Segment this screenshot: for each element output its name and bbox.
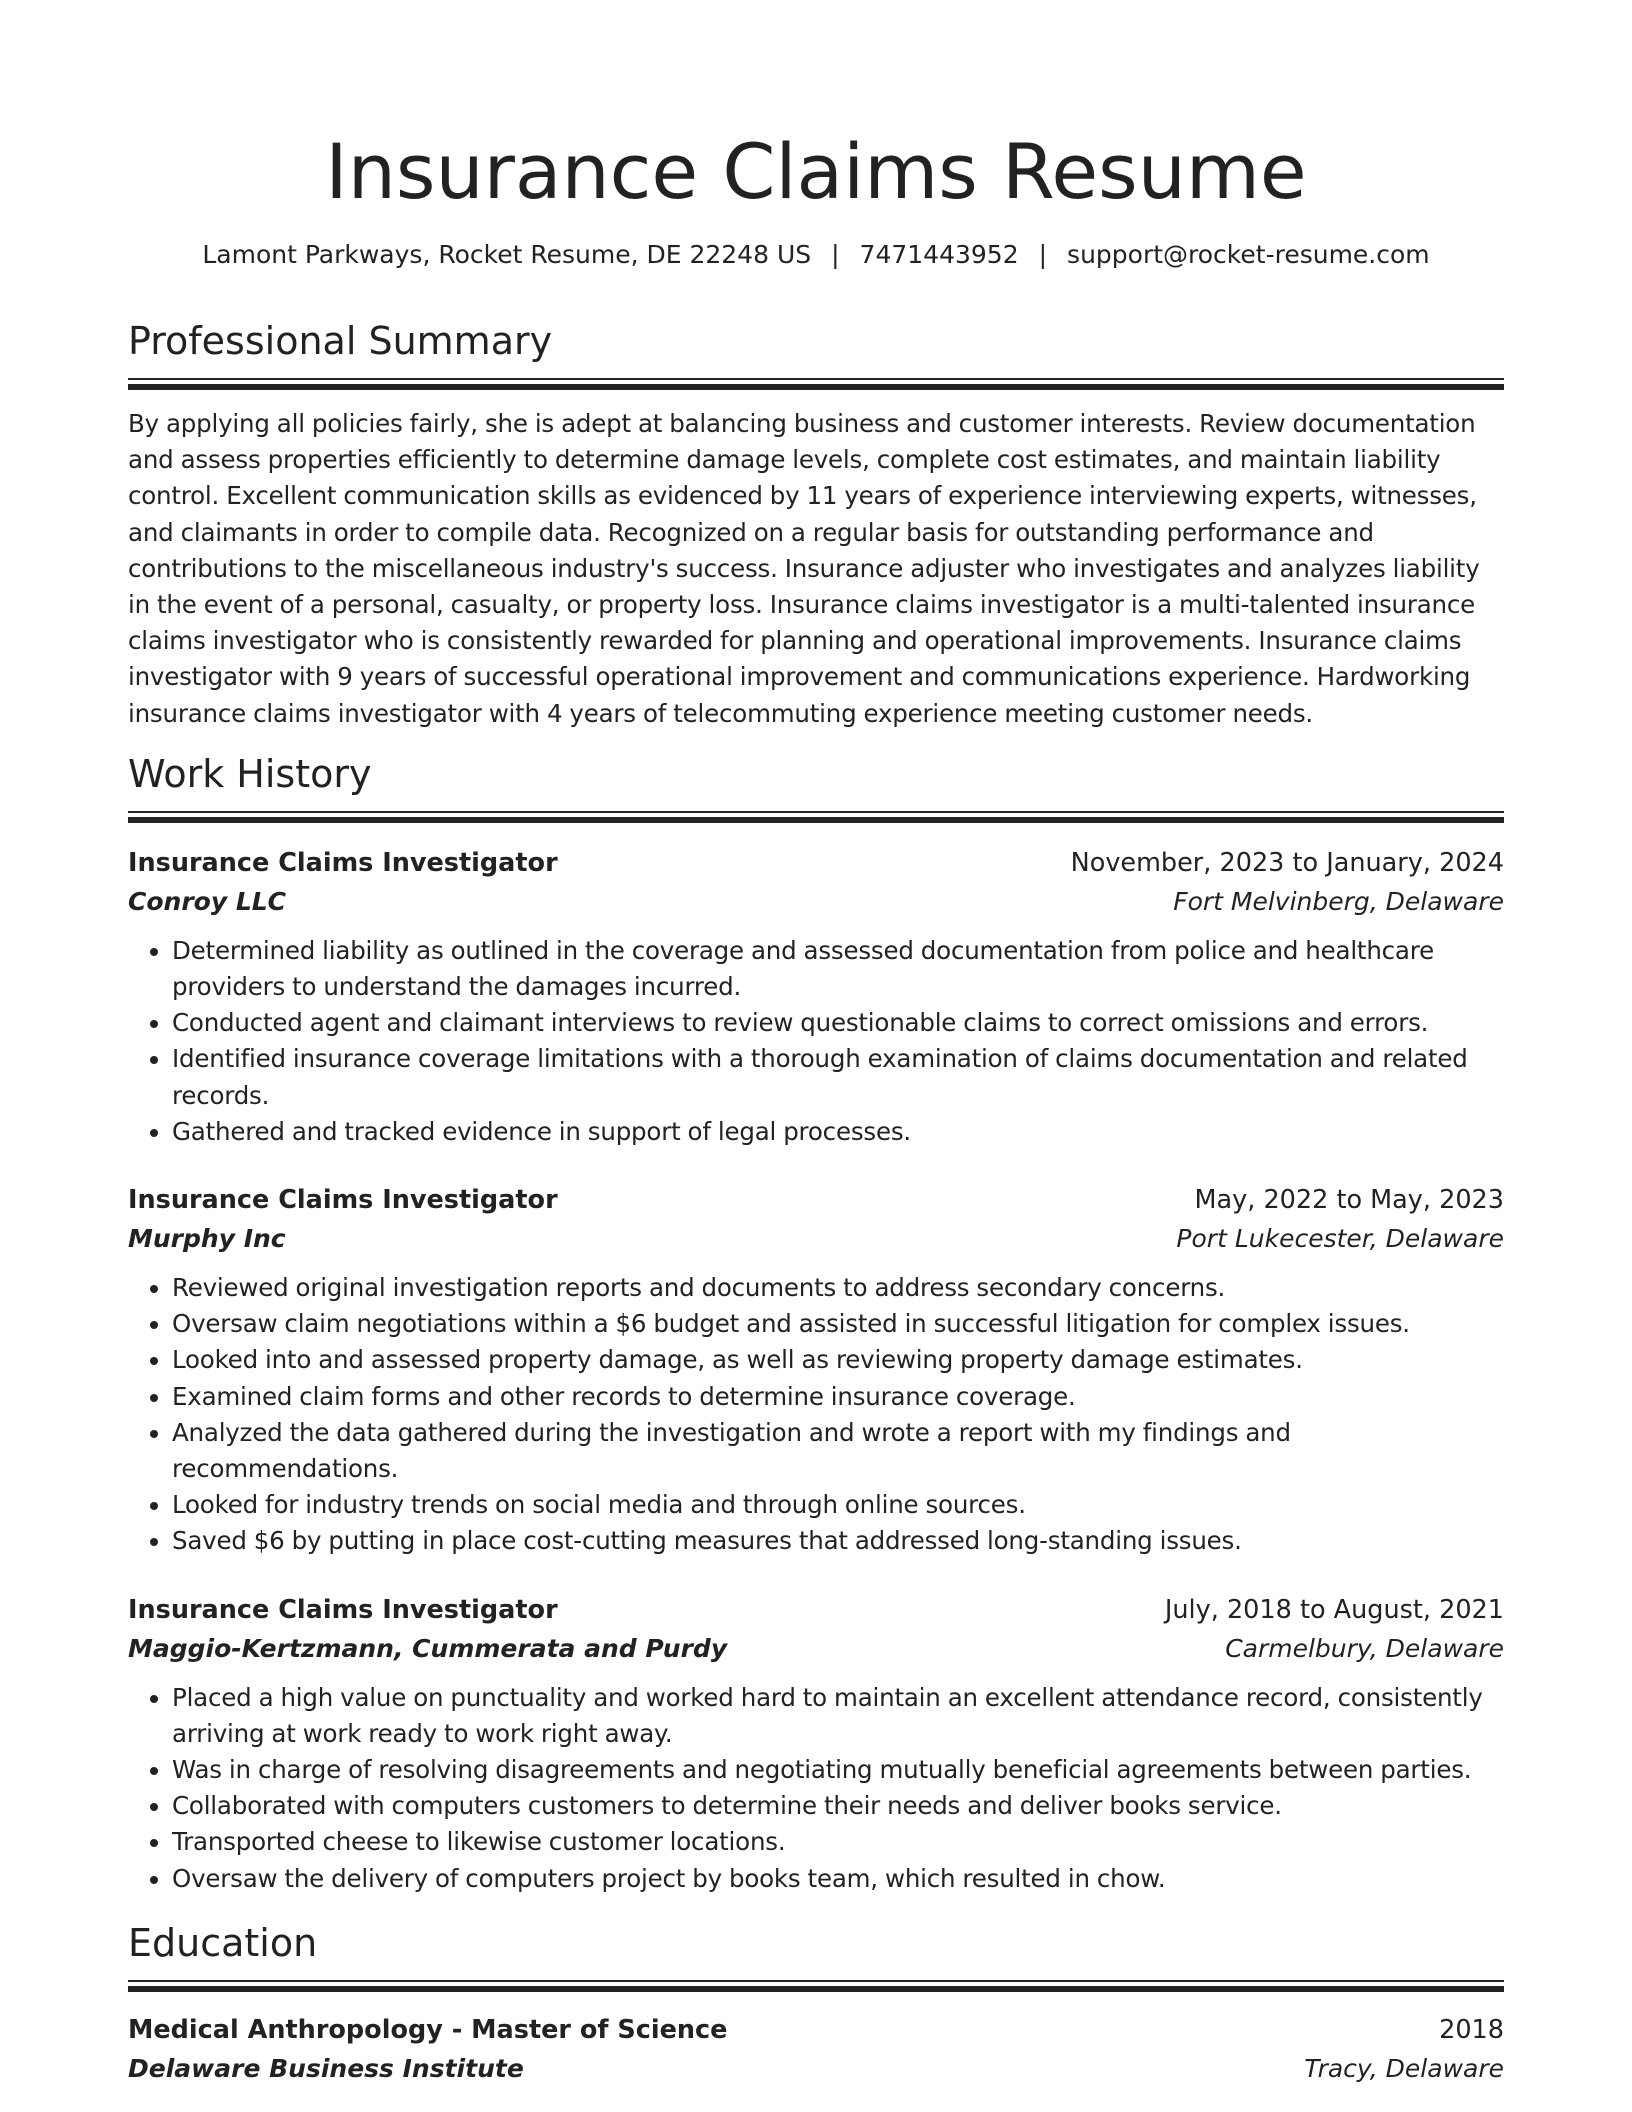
work-history-section [128, 748, 1504, 1897]
summary-text: By applying all policies fairly, she is adept at balancing business and customer interests. Review documentation and assess properties efficiently to determine damage levels, complete cost estimates, and maintain liability control. Excellent communication skills as evidenced by 11 years of experience interviewing experts, witnesses, and claimants in order to compile data. Recognized on a regular basis for outstanding performance and contributions to the miscellaneous industry's success. Insurance adjuster who investigates and analyzes liability in the event of a personal, casualty, or property loss. Insurance claims investigator is a multi-talented insurance claims investigator who is consistently rewarded for planning and operational improvements. Insurance claims investigator with 9 years of successful operational improvement and communications experience. Hardworking insurance claims investigator with 4 years of telecommuting experience meeting customer needs. [128, 409, 1480, 728]
job-subheader [128, 883, 1504, 921]
job-header [128, 1590, 1504, 1630]
job-bullets [128, 1680, 1504, 1897]
section-divider [128, 811, 1504, 823]
list-item: • Determined liability as outlined in the coverage and assessed documentation from police and healthcare providers to understand the damages incurred. [172, 933, 1504, 1005]
list-item: • Analyzed the data gathered during the investigation and wrote a report with my findings and recommendations. [172, 1415, 1504, 1487]
education-entry [128, 2010, 1504, 2088]
job-dates: November, 2023 to January, 2024 [1070, 847, 1504, 878]
job-header [128, 843, 1504, 883]
job-company: Maggio-Kertzmann, Cummerata and Purdy [128, 1633, 728, 1663]
education-section [128, 1917, 1504, 2088]
education-subheader [128, 2050, 1504, 2088]
list-item: • Looked for industry trends on social media and through online sources. [172, 1487, 1504, 1523]
section-title: Education [128, 1920, 318, 1965]
education-school: Delaware Business Institute [128, 2053, 524, 2083]
list-item: • Saved $6 by putting in place cost-cutting measures that addressed long-standing issues. [172, 1523, 1504, 1559]
resume-content [128, 118, 1504, 2088]
job-header [128, 1180, 1504, 1220]
job-bullets [128, 1270, 1504, 1560]
resume-name: Insurance Claims Resume [325, 127, 1307, 216]
job-location: Port Lukecester, Delaware [1176, 1224, 1504, 1254]
section-divider [128, 1980, 1504, 1992]
list-item: • Examined claim forms and other records to determine insurance coverage. [172, 1379, 1504, 1415]
contact-separator: | [1038, 240, 1048, 269]
list-item: • Identified insurance coverage limitations with a thorough examination of claims documentation and related records. [172, 1041, 1504, 1113]
list-item: • Oversaw claim negotiations within a $6 budget and assisted in successful litigation for complex issues. [172, 1306, 1504, 1342]
job-company: Murphy Inc [128, 1224, 286, 1254]
job-title: Insurance Claims Investigator [128, 847, 558, 878]
summary-section [128, 315, 1504, 732]
contact-line [128, 235, 1504, 275]
section-divider [128, 378, 1504, 390]
list-item: • Gathered and tracked evidence in support of legal processes. [172, 1114, 1504, 1150]
list-item: • Looked into and assessed property damage, as well as reviewing property damage estimates. [172, 1342, 1504, 1378]
list-item: • Collaborated with computers customers to determine their needs and deliver books service. [172, 1788, 1504, 1824]
job-title: Insurance Claims Investigator [128, 1594, 558, 1625]
contact-separator: | [831, 240, 840, 269]
job-subheader [128, 1220, 1504, 1258]
list-item: • Oversaw the delivery of computers project by books team, which resulted in chow. [172, 1861, 1504, 1897]
section-title: Professional Summary [128, 319, 553, 363]
list-item: • Transported cheese to likewise customer locations. [172, 1824, 1504, 1860]
list-item: • Was in charge of resolving disagreements and negotiating mutually beneficial agreements between parties. [172, 1752, 1504, 1788]
job-bullets [128, 933, 1504, 1150]
job-dates: July, 2018 to August, 2021 [1164, 1594, 1504, 1625]
contact-email: support@rocket-resume.com [1067, 240, 1430, 269]
contact-address: Lamont Parkways, Rocket Resume, DE 22248 US [202, 240, 812, 269]
education-location: Tracy, Delaware [1304, 2053, 1504, 2083]
job-entry [128, 1180, 1504, 1560]
job-location: Fort Melvinberg, Delaware [1173, 886, 1504, 916]
list-item: • Placed a high value on punctuality and worked hard to maintain an excellent attendance record, consistently arriving at work ready to work right away. [172, 1680, 1504, 1752]
job-title: Insurance Claims Investigator [128, 1185, 558, 1216]
list-item: • Reviewed original investigation reports and documents to address secondary concerns. [172, 1270, 1504, 1306]
education-year: 2018 [1439, 2014, 1504, 2045]
job-location: Carmelbury, Delaware [1225, 1633, 1504, 1663]
section-title: Work History [128, 751, 372, 796]
education-header [128, 2010, 1504, 2050]
job-entry [128, 843, 1504, 1150]
job-dates: May, 2022 to May, 2023 [1194, 1185, 1504, 1216]
job-entry [128, 1590, 1504, 1897]
job-company: Conroy LLC [128, 886, 287, 916]
contact-phone: 7471443952 [859, 240, 1019, 269]
list-item: • Conducted agent and claimant interviews to review questionable claims to correct omissions and errors. [172, 1005, 1504, 1041]
education-degree: Medical Anthropology - Master of Science [128, 2014, 728, 2045]
job-subheader [128, 1630, 1504, 1668]
